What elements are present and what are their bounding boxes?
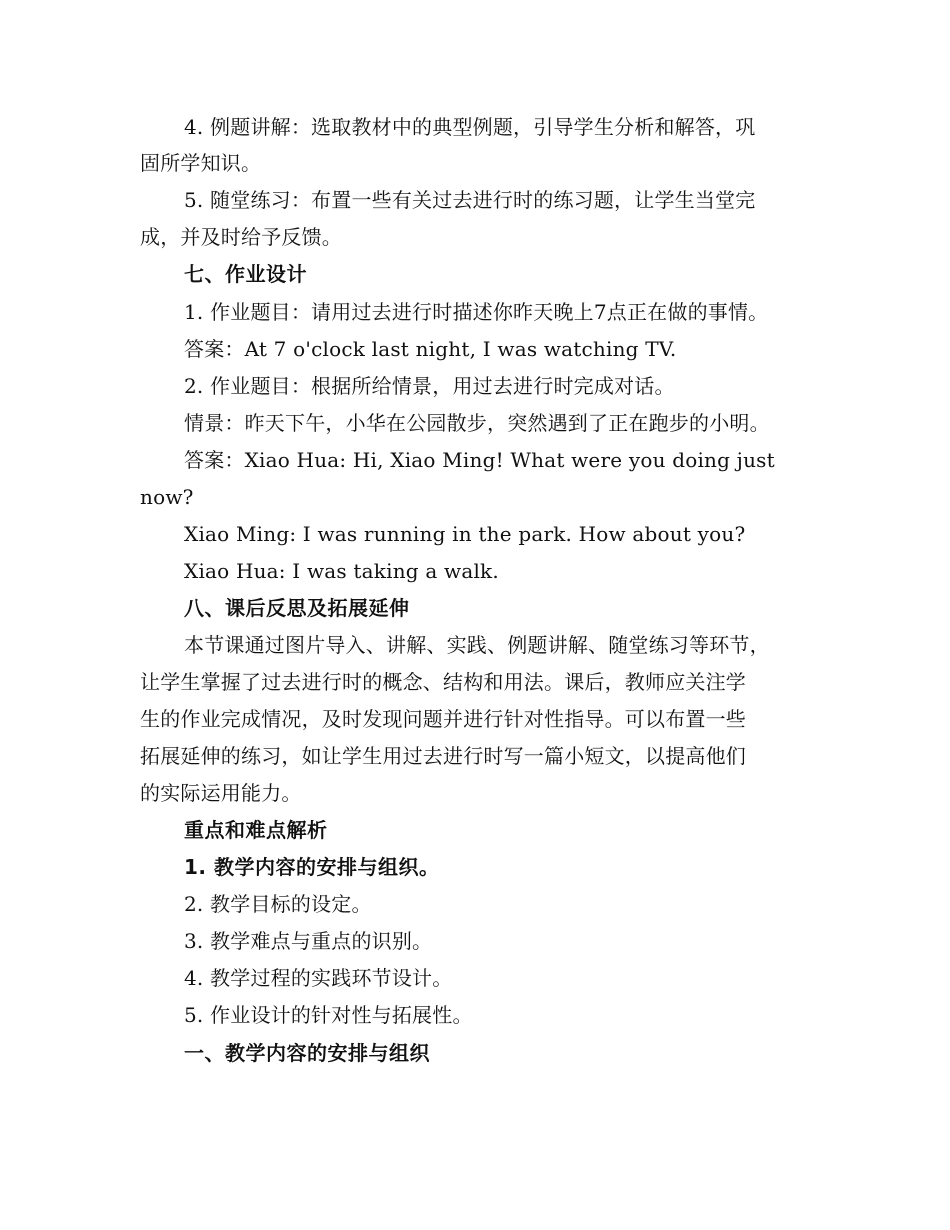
section-heading-content-arrangement: 一、教学内容的安排与组织: [184, 1041, 430, 1065]
paragraph-step-5-line-1: 5. 随堂练习：布置一些有关过去进行时的练习题，让学生当堂完: [184, 188, 756, 212]
reflection-line-4: 拓展延伸的练习，如让学生用过去进行时写一篇小短文，以提高他们: [140, 744, 746, 768]
homework-scenario: 情景：昨天下午，小华在公园散步，突然遇到了正在跑步的小明。: [184, 411, 770, 435]
homework-answer-1: 答案：At 7 o'clock last night, I was watching TV.: [184, 337, 677, 361]
homework-question-1: 1. 作业题目：请用过去进行时描述你昨天晚上7点正在做的事情。: [184, 300, 769, 324]
dialogue-line-xiao-ming: Xiao Ming: I was running in the park. How about you?: [184, 522, 746, 546]
paragraph-step-5-line-2: 成，并及时给予反馈。: [140, 225, 342, 249]
key-point-1: 1. 教学内容的安排与组织。: [184, 855, 440, 879]
key-point-4: 4. 教学过程的实践环节设计。: [184, 966, 453, 990]
reflection-line-3: 生的作业完成情况，及时发现问题并进行针对性指导。可以布置一些: [140, 707, 746, 731]
section-heading-key-points: 重点和难点解析: [184, 818, 328, 842]
dialogue-line-xiao-hua: Xiao Hua: I was taking a walk.: [184, 559, 499, 583]
paragraph-step-4-line-2: 固所学知识。: [140, 151, 262, 175]
key-point-5: 5. 作业设计的针对性与拓展性。: [184, 1003, 473, 1027]
key-point-3: 3. 教学难点与重点的识别。: [184, 929, 433, 953]
reflection-line-2: 让学生掌握了过去进行时的概念、结构和用法。课后，教师应关注学: [140, 670, 746, 694]
homework-answer-2-line-2: now?: [140, 485, 194, 509]
reflection-line-5: 的实际运用能力。: [140, 781, 302, 805]
section-heading-homework: 七、作业设计: [184, 262, 307, 286]
section-heading-reflection: 八、课后反思及拓展延伸: [184, 596, 410, 620]
key-point-2: 2. 教学目标的设定。: [184, 892, 372, 916]
homework-answer-2-line-1: 答案：Xiao Hua: Hi, Xiao Ming! What were you doing just: [184, 448, 775, 472]
paragraph-step-4-line-1: 4. 例题讲解：选取教材中的典型例题，引导学生分析和解答，巩: [184, 115, 756, 139]
homework-question-2: 2. 作业题目：根据所给情景，用过去进行时完成对话。: [184, 374, 675, 398]
reflection-line-1: 本节课通过图片导入、讲解、实践、例题讲解、随堂练习等环节，: [184, 633, 770, 657]
